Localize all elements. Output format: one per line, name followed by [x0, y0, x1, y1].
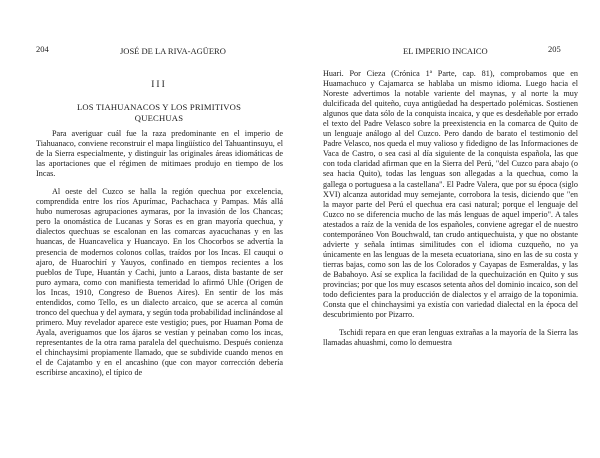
right-paragraph-2: Tschidi repara en que eran lenguas extrañas a la mayoría de la Sierra las llamadas ahuashmi, como lo demuestra: [323, 328, 578, 348]
chapter-title-line2: QUECHUAS: [134, 112, 184, 123]
right-paragraph-1: Huari. Por Cieza (Crónica 1ª Parte, cap. 81), comprobamos que en Huamachuco y Cajamarca se hablaba un mismo idioma. Luego hacia el Noreste advertimos la notable variente del maynas, y al norte la muy dulcificada del quiteño, cuya antigüedad ha despertado polémicas. Sostienen algunos que data sólo de la conquista incaica, y que es desdeñable por errado el texto del Padre Velasco sobre la preexistencia en la comarca de Quito de un lenguaje análogo al del Cuzco. Pero dando de barato el testimonio del Padre Velasco, nos queda el muy valioso y fidedigno de las Informaciones de Vaca de Castro, o sea casi al día siguiente de la conquista española, las que con toda claridad afirman que en la Sierra del Perú, "del Cuzco para abajo (o sea hacia Quito), todas las lenguas son allegadas a la quechua, como la gallega o portuguesa a la castellana". El Padre Valera, que por su época (siglo XVI) alcanza autoridad muy semejante, corrobora la tesis, diciendo que "en la mayor parte del Perú el quechua era casi natural; porque el lenguaje del Cuzco no se diferencia mucho de las más lenguas de aquel imperio". A tales atestados a raíz de la venida de los españoles, conviene agregar el de nuestro contemporáneo Von Bouchwald, tan crudo antiquechuista, y que no obstante advierte y señala íntimas similitudes con el idioma cuzqueño, no ya únicamente en las lenguas de la meseta ecuatoriana, sino en las de su costa y tierras bajas, como son las de los Colorados y Cayapas de Esmeraldas, y las de Babahoyo. Así se explica la facilidad de la quechuización en Quito y sus provincias; por que los muy escasos setenta años del dominio incaico, son del todo deficientes para la producción de dialectos y el arraigo de la toponimia. Consta que el chinchaysimi ya existía con variedad dialectal en la época del descubrimiento por Pizarro.: [323, 69, 578, 320]
right-running-head: EL IMPERIO INCAICO: [403, 46, 488, 56]
left-paragraph-2: Al oeste del Cuzco se halla la región quechua por excelencia, comprendida entre los ríos Apurímac, Pachachaca y Pampas. Más allá hubo numerosas agrupaciones aymaras, por la invasión de los Chancas; pero la onomástica de Lucanas y Soras es en gran mayoría quechua, y dialectos quechuas se escalonan en las comarcas ayacuchanas y en las huancas, de Huancavelica y Huancayo. En los Chocorbos se advertía la presencia de modernos colonos collas, traídos por los Incas. El cauqui o ajaro, de Huarochirí y Yauyos, confinado en tiempos recientes a los pueblos de Tupe, Huantán y Cachi, junto a Laraos, dista bastante de ser puro aymara, como con manifiesta temeridad lo afirmó Uhle (Origen de los Incas, 1910, Congreso de Buenos Aires). En sentir de los más entendidos, como Tello, es un dialecto arcaico, que se acerca al común tronco del quechua y del aymara, y según toda probabilidad inclinándose al primero. Muy revelador aparece este vestigio; pues, por Huaman Poma de Ayala, averiguamos que los ájaros se vestían y peinaban como los incas, representantes de la otra rama paralela del quechuismo. Después conienza el chinchaysimi propiamente llamado, que se subdivide cuando menos en el de Cajatambo y en el ancashino (que con mayor corrección debería escribirse ancaxino), el típico de: [36, 187, 283, 378]
right-page: [300, 0, 600, 458]
chapter-heading: [40, 78, 278, 123]
left-paragraph-1: Para averiguar cuál fue la raza predominante en el imperio de Tiahuanaco, conviene reconstruir el mapa lingüístico del Tahuantinsuyu, el de la Sierra especialmente, y distinguir las originales áreas idiomáticas de las aportaciones que el régimen de mitimaes produjo en tiempo de los Incas.: [36, 129, 283, 179]
chapter-title-line1: LOS TIAHUANACOS Y LOS PRIMITIVOS: [76, 102, 242, 112]
left-running-head: JOSÉ DE LA RIVA-AGÜERO: [120, 46, 226, 56]
chapter-title: [40, 102, 278, 123]
left-body-text: [36, 129, 283, 378]
right-body-text: [323, 69, 578, 348]
left-page-number: 204: [36, 44, 49, 54]
right-page-number: 205: [548, 44, 561, 54]
chapter-number: III: [151, 80, 167, 90]
